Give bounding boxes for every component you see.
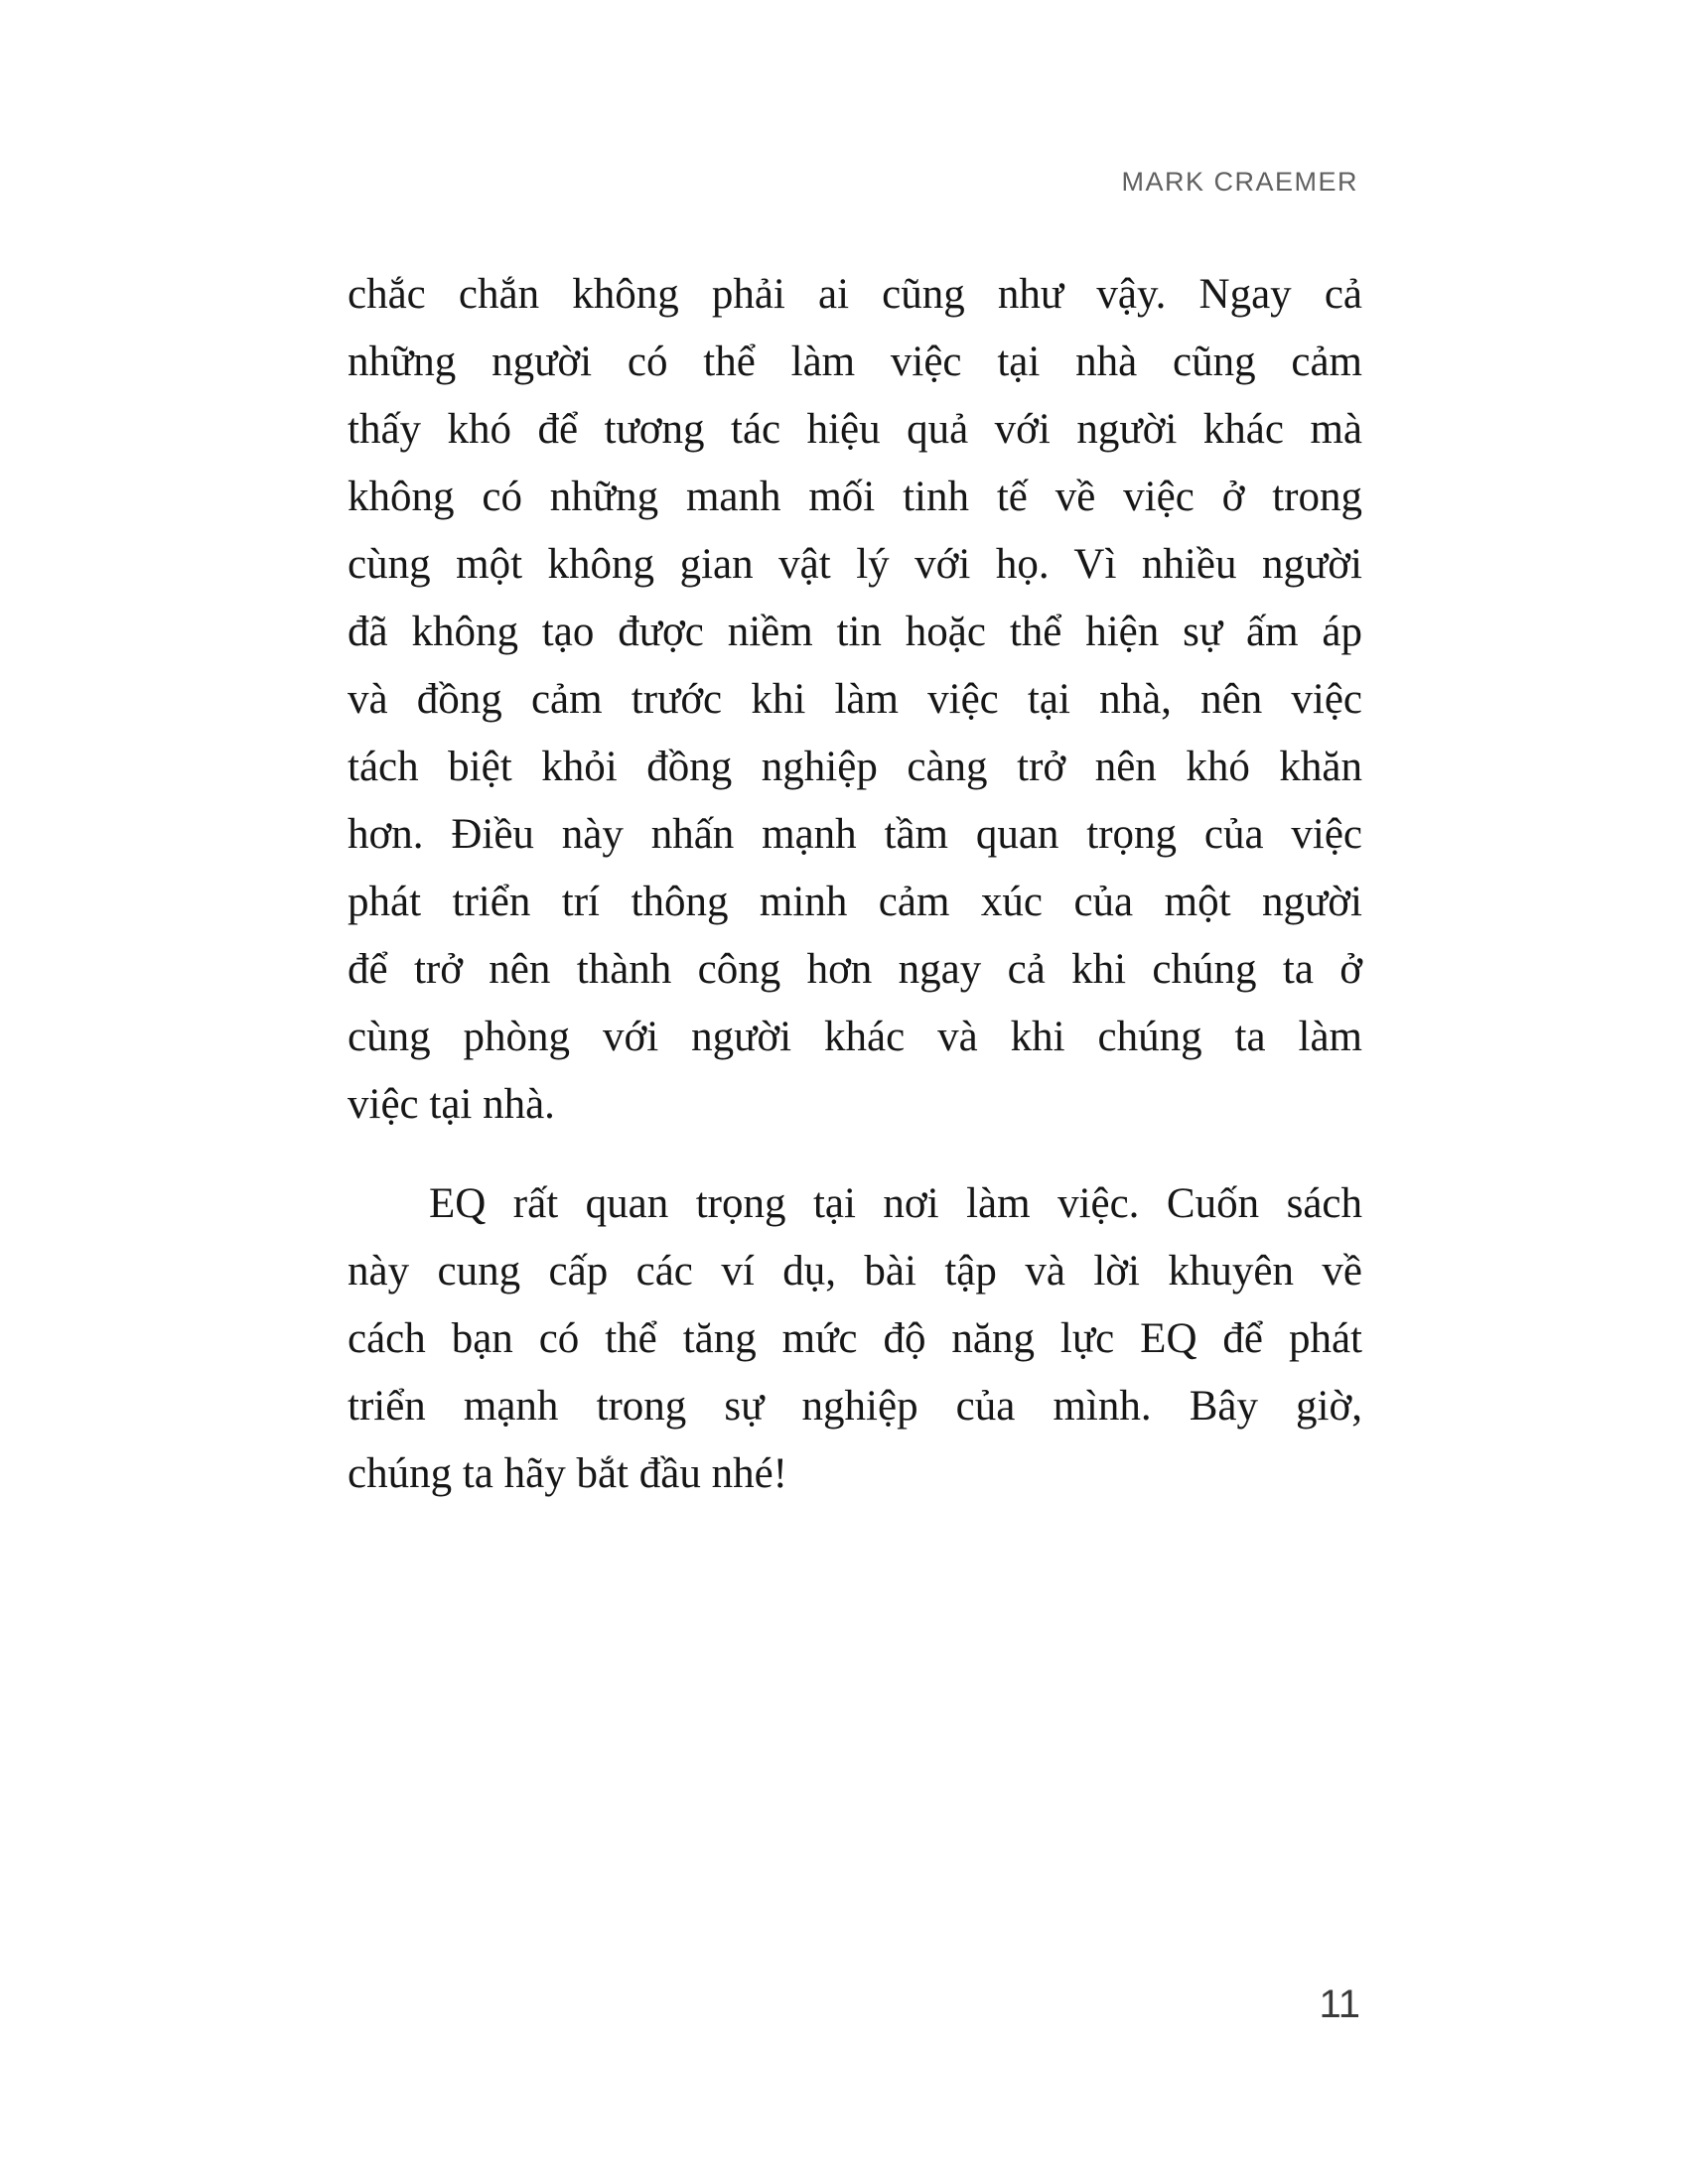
body-text-line: việc tại nhà. [348, 1081, 555, 1128]
paragraph-2 [348, 1170, 1362, 1508]
body-text-line: cùng một không gian vật lý với họ. Vì nhiều người [348, 541, 1362, 588]
body-text-line: cùng phòng với người khác và khi chúng ta làm [348, 1014, 1362, 1060]
body-text-line: tách biệt khỏi đồng nghiệp càng trở nên khó khăn [348, 744, 1362, 790]
body-text-line: cách bạn có thể tăng mức độ năng lực EQ để phát [348, 1315, 1362, 1362]
body-text-line: triển mạnh trong sự nghiệp của mình. Bây giờ, [348, 1383, 1362, 1430]
body-text-line: không có những manh mối tinh tế về việc ở trong [348, 474, 1362, 520]
running-header: MARK CRAEMER [1121, 167, 1358, 197]
body-text-line: để trở nên thành công hơn ngay cả khi chúng ta ở [348, 946, 1362, 993]
body-text-line: chắc chắn không phải ai cũng như vậy. Ngay cả [348, 271, 1362, 318]
body-text-line: chúng ta hãy bắt đầu nhé! [348, 1450, 787, 1497]
page-number: 11 [1319, 1982, 1360, 2026]
body-text-line: và đồng cảm trước khi làm việc tại nhà, nên việc [348, 676, 1362, 723]
body-text-line: EQ rất quan trọng tại nơi làm việc. Cuốn sách [429, 1180, 1362, 1227]
body-text-line: này cung cấp các ví dụ, bài tập và lời khuyên về [348, 1248, 1362, 1295]
body-text-line: đã không tạo được niềm tin hoặc thể hiện sự ấm áp [348, 609, 1362, 655]
body-text-line: thấy khó để tương tác hiệu quả với người khác mà [348, 406, 1362, 453]
paragraph-1 [348, 261, 1362, 1139]
body-text-line: phát triển trí thông minh cảm xúc của một người [348, 879, 1362, 925]
body-text-line: những người có thể làm việc tại nhà cũng cảm [348, 339, 1362, 385]
body-text-line: hơn. Điều này nhấn mạnh tầm quan trọng của việc [348, 811, 1362, 858]
body-text-block [348, 261, 1362, 1508]
